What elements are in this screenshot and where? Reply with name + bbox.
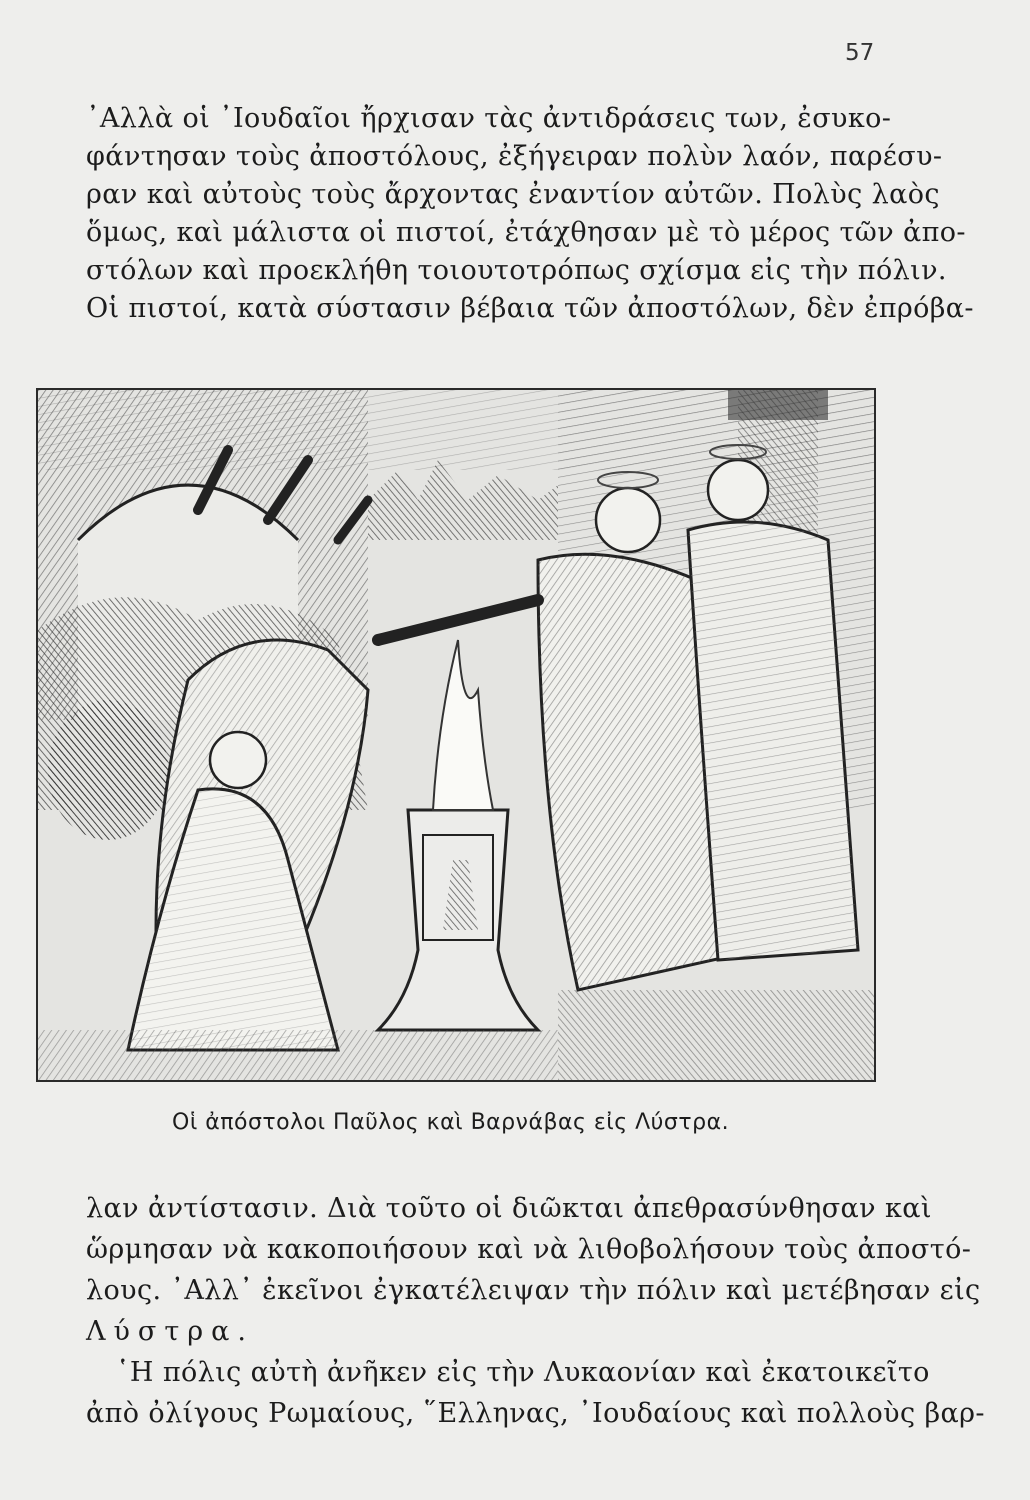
illustration-caption: Οἱ ἀπόστολοι Παῦλος καὶ Βαρνάβας εἰς Λύστρα. xyxy=(172,1110,730,1135)
text-line: ἀπὸ ὀλίγους Ρωμαίους, ῞Ελληνας, ᾿Ιουδαίους καὶ πολλοὺς βαρ- xyxy=(86,1398,985,1429)
text-line: φάντησαν τοὺς ἀποστόλους, ἐξήγειραν πολὺν λαόν, παρέσυ- xyxy=(86,141,943,172)
text-line: Λύστρα. xyxy=(86,1316,254,1347)
text-line: Οἱ πιστοί, κατὰ σύστασιν βέβαια τῶν ἀποστόλων, δὲν ἐπρόβα- xyxy=(86,293,974,324)
text-line: ῾Η πόλις αὐτὴ ἀνῆκεν εἰς τὴν Λυκαονίαν καὶ ἐκατοικεῖτο xyxy=(116,1357,930,1388)
text-line: ὅμως, καὶ μάλιστα οἱ πιστοί, ἐτάχθησαν μὲ τὸ μέρος τῶν ἀπο- xyxy=(86,217,966,248)
engraving-illustration xyxy=(36,388,876,1082)
text-line: λους. ᾿Αλλ᾿ ἐκεῖνοι ἐγκατέλειψαν τὴν πόλιν καὶ μετέβησαν εἰς xyxy=(86,1275,981,1306)
text-line: ᾿Αλλὰ οἱ ᾿Ιουδαῖοι ἤρχισαν τὰς ἀντιδράσεις των, ἐσυκο- xyxy=(86,103,892,134)
text-line: ραν καὶ αὐτοὺς τοὺς ἄρχοντας ἐναντίον αὐτῶν. Πολὺς λαὸς xyxy=(86,179,940,210)
bottom-paragraph xyxy=(86,1188,985,1434)
top-paragraph xyxy=(86,100,974,328)
text-line: ὥρμησαν νὰ κακοποιήσουν καὶ νὰ λιθοβολήσουν τοὺς ἀποστό- xyxy=(86,1234,972,1265)
engraving-drawing xyxy=(38,390,874,1080)
text-line: στόλων καὶ προεκλήθη τοιουτοτρόπως σχίσμα εἰς τὴν πόλιν. xyxy=(86,255,947,286)
page-number: 57 xyxy=(845,40,875,66)
text-line: λαν ἀντίστασιν. Διὰ τοῦτο οἱ διῶκται ἀπεθρασύνθησαν καὶ xyxy=(86,1193,932,1224)
